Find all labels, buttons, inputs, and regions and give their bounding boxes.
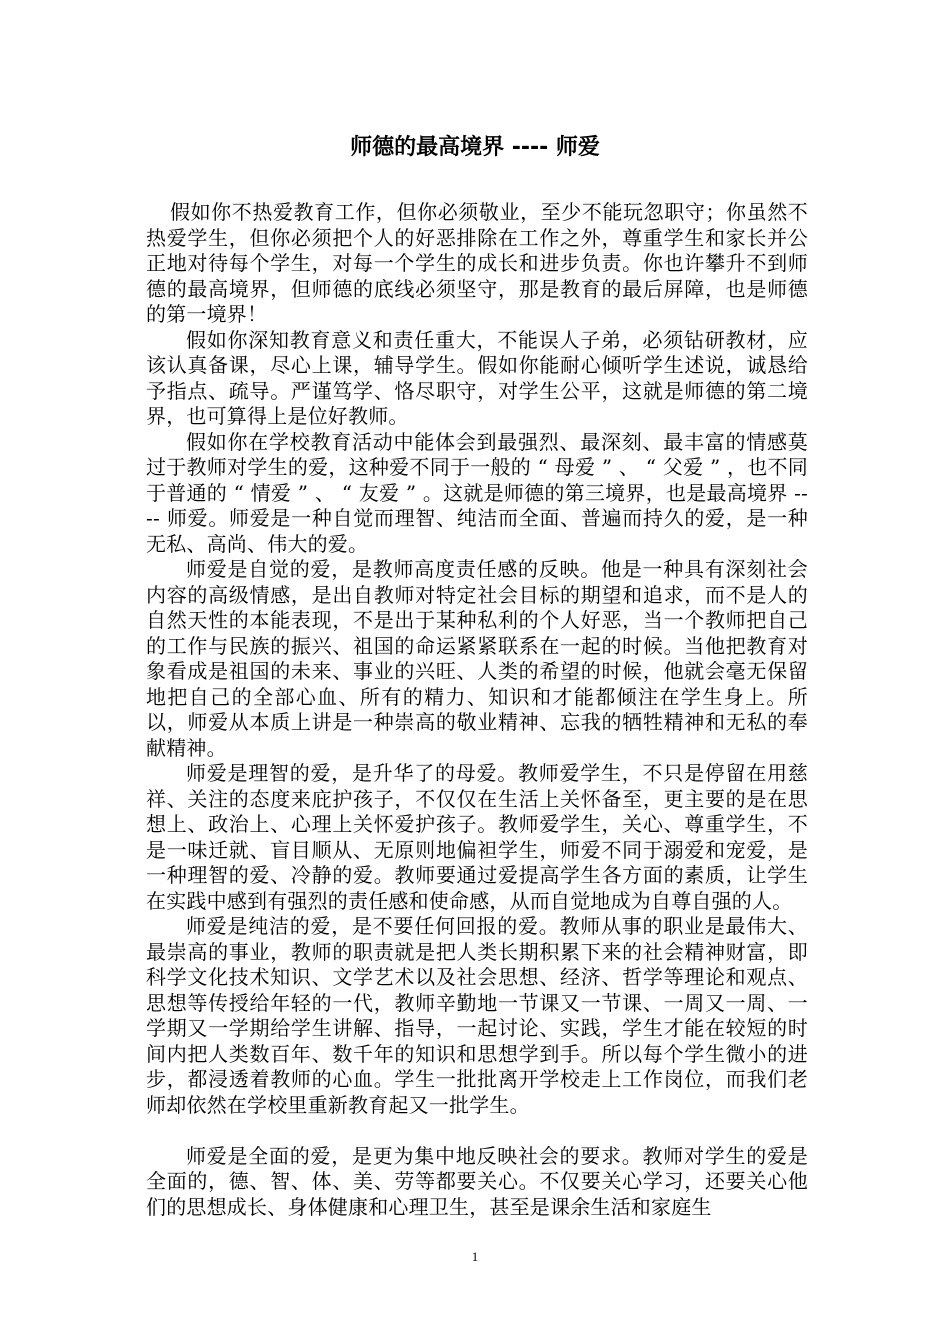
paragraph-spacer xyxy=(146,1118,808,1144)
paragraph-rational-love: 师爱是理智的爱，是升华了的母爱。教师爱学生，不只是停留在用慈祥、关注的态度来庇护孩子，不仅仅在生活上关怀备至，更主要的是在思想上、政治上、心理上关怀爱护孩子。教师爱学生，关心、尊重学生，不是一味迁就、盲目顺从、无原则地偏袒学生，师爱不同于溺爱和宠爱，是一种理智的爱、冷静的爱。教师要通过爱提高学生各方面的素质，让学生在实践中感到有强烈的责任感和使命感，从而自觉地成为自尊自强的人。 xyxy=(146,761,808,913)
document-title: 师德的最高境界 ---- 师爱 xyxy=(350,135,600,160)
document-body xyxy=(146,200,808,1220)
page-number: 1 xyxy=(471,1249,479,1264)
paragraph-third-realm: 假如你在学校教育活动中能体会到最强烈、最深刻、最丰富的情感莫过于教师对学生的爱，这种爱不同于一般的 “ 母爱 ” 、 “ 父爱 ” ，也不同于普通的 “ 情爱 ” 、 “ 友爱 ” 。这就是师德的第三境界，也是最高境界 ---- 师爱。师爱是一种自觉而理智、纯洁而全面、普遍而持久的爱，是一种无私、高尚、伟大的爱。 xyxy=(146,429,808,556)
paragraph-conscious-love: 师爱是自觉的爱，是教师高度责任感的反映。他是一种具有深刻社会内容的高级情感，是出自教师对特定社会目标的期望和追求，而不是人的自然天性的本能表现，不是出于某种私利的个人好恶，当一个教师把自己的工作与民族的振兴、祖国的命运紧紧联系在一起的时候。当他把教育对象看成是祖国的未来、事业的兴旺、人类的希望的时候，他就会毫无保留地把自己的全部心血、所有的精力、知识和才能都倾注在学生身上。所以，师爱从本质上讲是一种崇高的敬业精神、忘我的牺牲精神和无私的奉献精神。 xyxy=(146,557,808,760)
paragraph-first-realm: 假如你不热爱教育工作，但你必须敬业，至少不能玩忽职守；你虽然不热爱学生，但你必须把个人的好恶排除在工作之外，尊重学生和家长并公正地对待每个学生，对每一个学生的成长和进步负责。你也许攀升不到师德的最高境界，但师德的底线必须坚守，那是教育的最后屏障，也是师德的第一境界！ xyxy=(146,200,808,326)
paragraph-comprehensive-love: 师爱是全面的爱，是更为集中地反映社会的要求。教师对学生的爱是全面的，德、智、体、美、劳等都要关心。不仅要关心学习，还要关心他们的思想成长、身体健康和心理卫生，甚至是课余生活和家庭生 xyxy=(146,1143,808,1219)
paragraph-pure-love: 师爱是纯洁的爱，是不要任何回报的爱。教师从事的职业是最伟大、最崇高的事业，教师的职责就是把人类长期积累下来的社会精神财富，即科学文化技术知识、文学艺术以及社会思想、经济、哲学等理论和观点、思想等传授给年轻的一代，教师辛勤地一节课又一节课、一周又一周、一学期又一学期给学生讲解、指导，一起讨论、实践，学生才能在较短的时间内把人类数百年、数千年的知识和思想学到手。所以每个学生微小的进步，都浸透着教师的心血。学生一批批离开学校走上工作岗位，而我们老师却依然在学校里重新教育起又一批学生。 xyxy=(146,914,808,1117)
paragraph-second-realm: 假如你深知教育意义和责任重大，不能误人子弟，必须钻研教材，应该认真备课，尽心上课，辅导学生。假如你能耐心倾听学生述说，诚恳给予指点、疏导。严谨笃学、恪尽职守，对学生公平，这就是师德的第二境界，也可算得上是位好教师。 xyxy=(146,327,808,428)
